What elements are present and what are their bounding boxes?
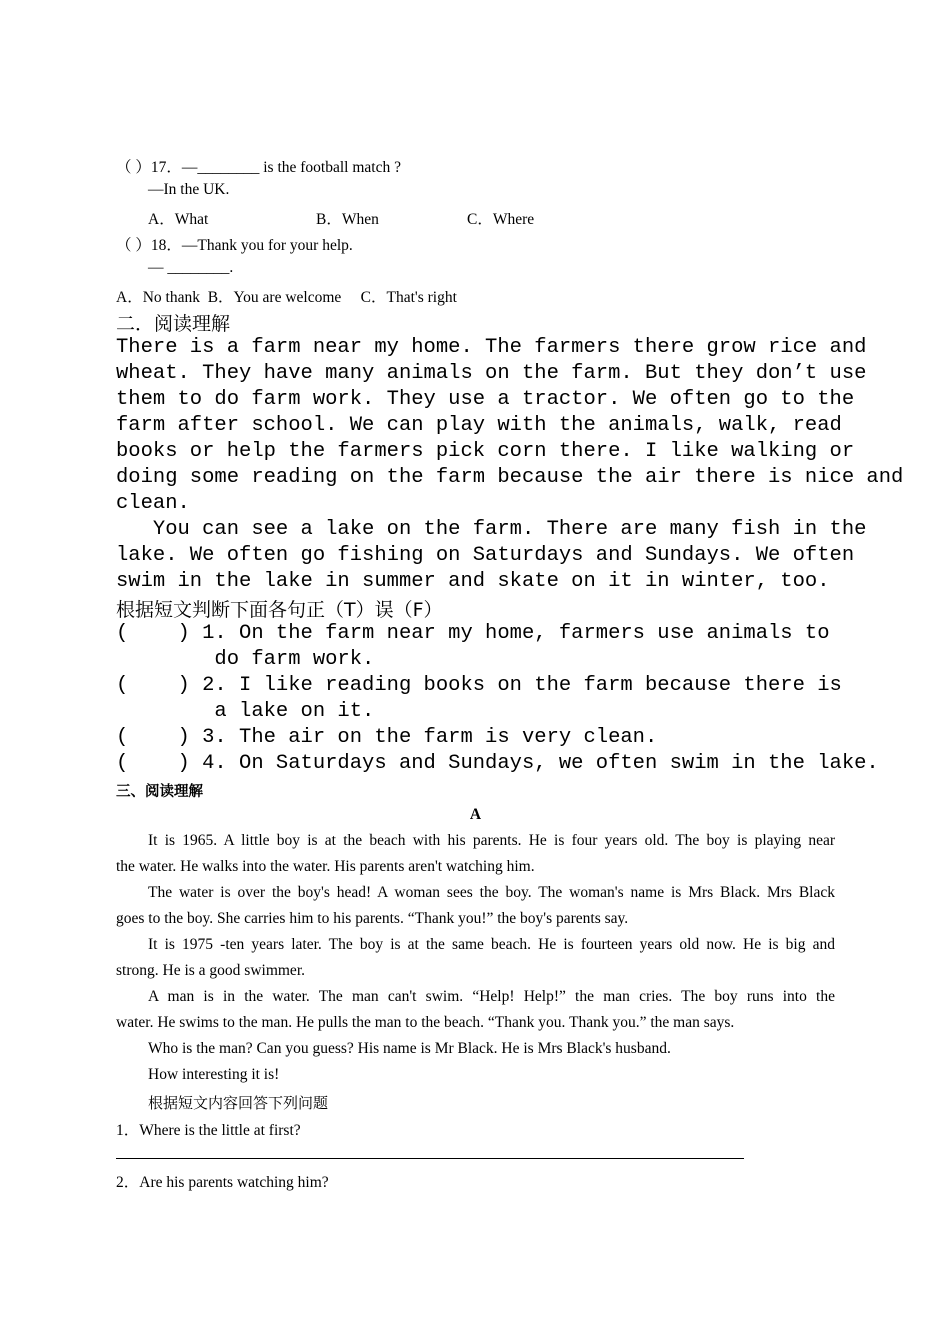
paragraph-1-rest: the water. He walks into the water. His parents aren't watching him. (116, 858, 535, 875)
tf-instruction: 根据短文判断下面各句正（T）误（F） (116, 599, 443, 621)
q18-stem: （ ）18．—Thank you for your help. (116, 237, 353, 254)
tf-item-3: ( ) 3. The air on the farm is very clean. (116, 726, 658, 749)
tf-item-1: ( ) 1. On the farm near my home, farmers use animals to (116, 622, 830, 645)
answer-line-1[interactable] (116, 1158, 744, 1159)
passage-line: them to do farm work. They use a tractor. We often go to the (116, 388, 855, 411)
paragraph-4-first-line: A man is in the water. The man can't swim. “Help! Help!” the man cries. The boy runs into the (148, 988, 835, 1005)
passage-line: There is a farm near my home. The farmers there grow rice and (116, 336, 867, 359)
question-2: 2．Are his parents watching him? (116, 1174, 329, 1191)
q18-options: A．No thank B．You are welcome C．That's right (116, 289, 457, 306)
paragraph-3-first-line: It is 1975 -ten years later. The boy is at the same beach. He is fourteen years old now. He is big and (148, 936, 835, 953)
paragraph-2-first-line: The water is over the boy's head! A woman sees the boy. The woman's name is Mrs Black. Mrs Black (148, 884, 835, 901)
paragraph-3-rest: strong. He is a good swimmer. (116, 962, 305, 979)
q17-option-c: C．Where (467, 211, 535, 228)
tf-item-2: ( ) 2. I like reading books on the farm because there is (116, 674, 842, 697)
passage-line: swim in the lake in summer and skate on it in winter, too. (116, 570, 830, 593)
tf-item-2-cont: a lake on it. (116, 700, 375, 723)
q18-answer-line: — ________. (148, 259, 234, 276)
paragraph-6: How interesting it is! (148, 1066, 280, 1083)
tf-item-1-cont: do farm work. (116, 648, 375, 671)
paragraph-2-rest: goes to the boy. She carries him to his parents. “Thank you!” the boy's parents say. (116, 910, 629, 927)
q17-option-b: B．When (316, 211, 379, 228)
question-1: 1．Where is the little at first? (116, 1122, 301, 1139)
section3-subheading: A (469, 806, 482, 823)
section3-heading: 三、阅读理解 (116, 784, 203, 800)
questions-instruction: 根据短文内容回答下列问题 (148, 1094, 329, 1112)
passage-line: books or help the farmers pick corn there. I like walking or (116, 440, 855, 463)
passage-line: doing some reading on the farm because the air there is nice and (116, 466, 904, 489)
paragraph-4-rest: water. He swims to the man. He pulls the man to the beach. “Thank you. Thank you.” the man says. (116, 1014, 735, 1031)
q17-stem: （ ）17．—________ is the football match ? (116, 159, 401, 176)
passage-line: wheat. They have many animals on the farm. But they don’t use (116, 362, 867, 385)
paragraph-5: Who is the man? Can you guess? His name is Mr Black. He is Mrs Black's husband. (148, 1040, 671, 1057)
q17-answer-line: —In the UK. (148, 181, 230, 198)
tf-item-4: ( ) 4. On Saturdays and Sundays, we often swim in the lake. (116, 752, 879, 775)
q17-option-a: A．What (148, 211, 209, 228)
section2-heading: 二．阅读理解 (116, 313, 231, 335)
paragraph-1-first-line: It is 1965. A little boy is at the beach with his parents. He is four years old. The boy is playing near (148, 832, 835, 849)
passage-line: You can see a lake on the farm. There are many fish in the (116, 518, 867, 541)
passage-line: clean. (116, 492, 190, 515)
passage-line: lake. We often go fishing on Saturdays and Sundays. We often (116, 544, 855, 567)
passage-line: farm after school. We can play with the animals, walk, read (116, 414, 842, 437)
